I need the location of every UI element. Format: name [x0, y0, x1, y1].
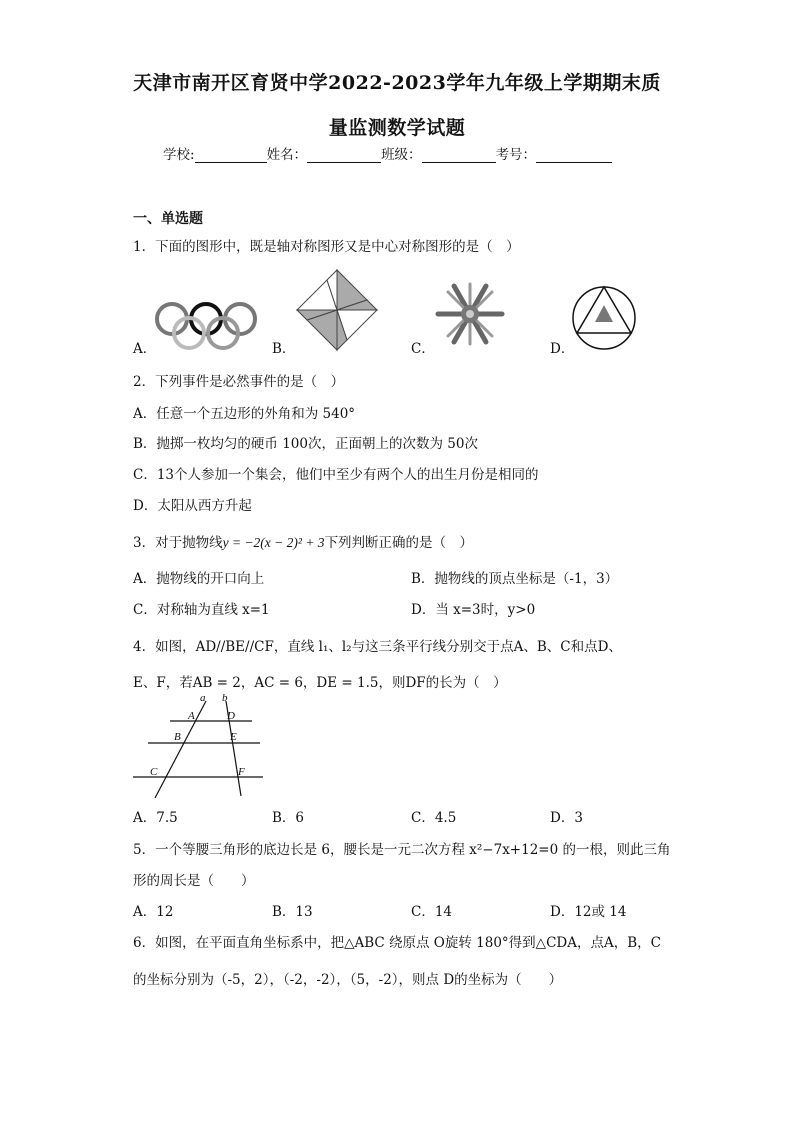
q3-option-b[interactable]: [411, 567, 618, 587]
class-blank[interactable]: [422, 150, 496, 163]
circle-triangle-icon: [570, 284, 638, 352]
option-label: D．: [133, 498, 158, 514]
option-label: A．: [133, 904, 157, 920]
q4-option-b[interactable]: [272, 806, 304, 826]
q4-option-a[interactable]: [133, 806, 178, 826]
option-text: 对称轴为直线 x=1: [156, 602, 270, 618]
question-number: 4．: [133, 639, 156, 655]
q5-option-d[interactable]: [550, 900, 626, 920]
option-label: D．: [550, 904, 575, 920]
q5-option-c[interactable]: [411, 900, 452, 920]
option-text: 抛掷一枚均匀的硬币 100次，正面朝上的次数为 50次: [156, 436, 478, 452]
q5-option-b[interactable]: [272, 900, 313, 920]
snowflake-icon: [432, 276, 508, 352]
label-E: E: [230, 731, 237, 743]
name-blank[interactable]: [307, 150, 381, 163]
option-text: 6: [295, 810, 305, 826]
option-label: B．: [411, 571, 435, 587]
option-label: C．: [411, 904, 435, 920]
q4-option-c[interactable]: [411, 806, 456, 826]
q1-option-b-label[interactable]: B．: [272, 341, 296, 357]
question-number: 1．: [133, 239, 156, 255]
pinwheel-icon: [294, 267, 380, 353]
section-title: 一、单选题: [133, 211, 203, 227]
class-label: 班级：: [381, 147, 422, 163]
label-D: D: [227, 710, 235, 722]
option-label: D．: [411, 602, 436, 618]
question-number: 5．: [133, 842, 156, 858]
exam-title-line-2: 量监测数学试题: [328, 117, 466, 139]
q3-option-c[interactable]: [133, 598, 270, 618]
label-B: B: [174, 731, 181, 743]
question-text: 下列事件是必然事件的是（ ）: [155, 374, 345, 390]
question-4-stem-line-2: E、F，若AB = 2，AC = 6，DE = 1.5，则DF的长为（ ）: [133, 675, 507, 691]
q1-option-a-label[interactable]: A．: [133, 341, 157, 357]
question-6-stem-line-2: 的坐标分别为（-5，2），（-2，-2），（5，-2），则点 D的坐标为（ ）: [133, 972, 563, 988]
question-1-stem: [133, 235, 520, 255]
option-text: 抛物线的开口向上: [156, 571, 265, 587]
option-label: A．: [133, 810, 157, 826]
label-a: a: [200, 692, 206, 704]
question-4-stem-line-1: [133, 635, 622, 655]
q2-option-b[interactable]: [133, 432, 478, 452]
olympic-rings-icon: [152, 298, 262, 352]
q4-option-d[interactable]: [550, 806, 583, 826]
option-label: C．: [411, 810, 435, 826]
question-number: 3．: [133, 535, 156, 551]
option-label: C．: [133, 467, 157, 483]
question-number: 6．: [133, 935, 156, 951]
option-text: 抛物线的顶点坐标是（-1，3）: [434, 571, 619, 587]
option-label: C．: [133, 602, 157, 618]
q5-option-a[interactable]: [133, 900, 173, 920]
option-label: B．: [272, 904, 296, 920]
option-text: 12: [156, 904, 174, 920]
question-3-stem: [133, 531, 473, 551]
q2-option-d[interactable]: [133, 494, 252, 514]
option-label: D．: [550, 810, 575, 826]
option-text: 7.5: [156, 810, 178, 826]
q1-option-c-label[interactable]: C．: [411, 341, 435, 357]
option-text: 太阳从西方升起: [157, 498, 252, 514]
label-F: F: [238, 766, 245, 778]
label-b: b: [222, 692, 228, 704]
question-number: 2．: [133, 374, 156, 390]
question-text: 一个等腰三角形的底边长是 6，腰长是一元二次方程 x²−7x+12=0 的一根，则此三角: [155, 842, 671, 858]
question-5-stem-line-1: [133, 838, 671, 858]
question-text: 如图，在平面直角坐标系中，把△ABC 绕原点 O旋转 180°得到△CDA，点A，B，C: [155, 935, 661, 951]
question-text: 下列判断正确的是（ ）: [324, 535, 474, 551]
option-text: 3: [574, 810, 583, 826]
question-6-stem-line-1: [133, 931, 661, 951]
q1-option-d-label[interactable]: D．: [550, 341, 575, 357]
question-text: 如图，AD//BE//CF，直线 l₁、l₂与这三条平行线分别交于点A、B、C和点D、: [155, 639, 622, 655]
school-label: 学校:: [163, 147, 195, 163]
option-text: 14: [434, 904, 453, 920]
question-2-stem: [133, 370, 344, 390]
school-blank[interactable]: [195, 150, 267, 163]
label-C: C: [150, 766, 158, 778]
question-5-stem-line-2: 形的周长是（ ）: [133, 873, 255, 889]
label-A: A: [188, 710, 195, 722]
name-label: 姓名：: [266, 147, 308, 163]
option-text: 13个人参加一个集会，他们中至少有两个人的出生月份是相同的: [156, 467, 539, 483]
student-info-row: [163, 143, 612, 163]
q3-option-a[interactable]: [133, 567, 264, 587]
q3-option-d[interactable]: [411, 598, 535, 618]
option-text: 任意一个五边形的外角和为 540°: [156, 406, 356, 422]
q2-option-c[interactable]: [133, 463, 539, 483]
option-label: A．: [133, 406, 157, 422]
option-label: B．: [133, 436, 157, 452]
exam-number-blank[interactable]: [536, 150, 612, 163]
option-text: 当 x=3时，y>0: [435, 602, 536, 618]
option-text: 4.5: [434, 810, 457, 826]
q2-option-a[interactable]: [133, 402, 355, 422]
parabola-formula: y = −2(x − 2)² + 3: [222, 535, 325, 550]
option-text: 13: [295, 904, 313, 920]
question-text: 下面的图形中，既是轴对称图形又是中心对称图形的是（ ）: [155, 239, 520, 255]
parallel-lines-figure: [130, 692, 266, 798]
option-text: 12或 14: [574, 904, 627, 920]
option-label: B．: [272, 810, 296, 826]
question-text: 对于抛物线: [155, 535, 223, 551]
exam-number-label: 考号：: [495, 147, 537, 163]
exam-title-line-1: 天津市南开区育贤中学2022-2023学年九年级上学期期末质: [133, 72, 661, 94]
option-label: A．: [133, 571, 157, 587]
